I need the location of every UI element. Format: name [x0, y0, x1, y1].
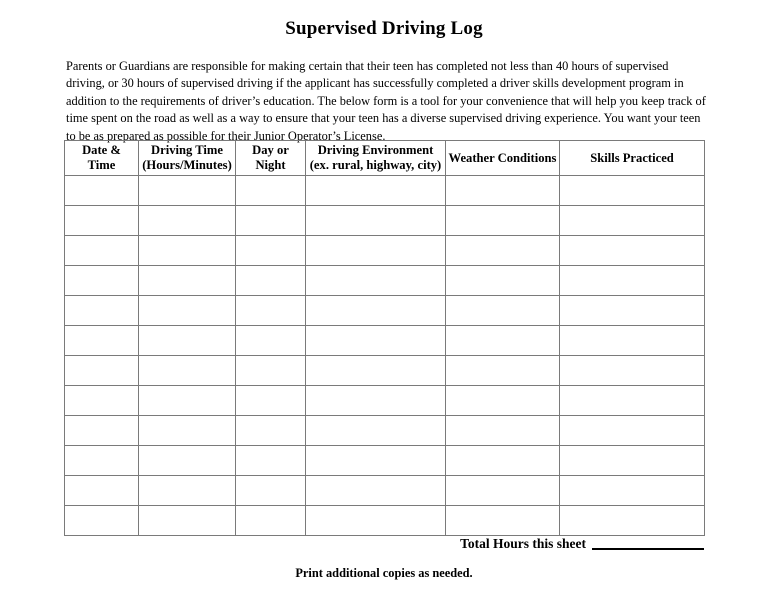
table-row: [65, 476, 705, 506]
column-header-driving-time-line2: (Hours/Minutes): [142, 158, 232, 172]
cell-day-or-night[interactable]: [236, 236, 306, 266]
cell-driving-environment[interactable]: [306, 326, 446, 356]
column-header-driving-time-line1: Driving Time: [151, 143, 223, 157]
table-row: [65, 506, 705, 536]
table-row: [65, 356, 705, 386]
cell-date-time[interactable]: [65, 176, 139, 206]
total-hours-input[interactable]: [592, 537, 704, 550]
column-header-date-time: [65, 141, 139, 176]
cell-driving-environment[interactable]: [306, 476, 446, 506]
table-row: [65, 206, 705, 236]
cell-weather-conditions[interactable]: [446, 416, 560, 446]
cell-driving-environment[interactable]: [306, 416, 446, 446]
cell-skills-practiced[interactable]: [560, 476, 705, 506]
column-header-driving-environment: [306, 141, 446, 176]
cell-driving-time[interactable]: [139, 296, 236, 326]
cell-driving-time[interactable]: [139, 476, 236, 506]
cell-weather-conditions[interactable]: [446, 296, 560, 326]
column-header-day-or-night: [236, 141, 306, 176]
column-header-weather-conditions-line1: Weather Conditions: [448, 150, 557, 165]
cell-date-time[interactable]: [65, 356, 139, 386]
table-row: [65, 386, 705, 416]
cell-date-time[interactable]: [65, 476, 139, 506]
cell-skills-practiced[interactable]: [560, 266, 705, 296]
column-header-driving-environment-line1: Driving Environment: [317, 143, 434, 157]
cell-driving-time[interactable]: [139, 356, 236, 386]
table-header-row: [65, 141, 705, 176]
column-header-date-time-line1: Date &: [82, 143, 121, 157]
cell-date-time[interactable]: [65, 416, 139, 446]
cell-weather-conditions[interactable]: [446, 386, 560, 416]
table-row: [65, 446, 705, 476]
cell-day-or-night[interactable]: [236, 506, 306, 536]
cell-driving-time[interactable]: [139, 266, 236, 296]
cell-driving-environment[interactable]: [306, 206, 446, 236]
cell-date-time[interactable]: [65, 386, 139, 416]
cell-driving-environment[interactable]: [306, 296, 446, 326]
column-header-date-time-line2: Time: [87, 158, 116, 172]
column-header-day-or-night-line2: Night: [255, 158, 286, 172]
cell-skills-practiced[interactable]: [560, 176, 705, 206]
cell-day-or-night[interactable]: [236, 296, 306, 326]
cell-weather-conditions[interactable]: [446, 326, 560, 356]
cell-weather-conditions[interactable]: [446, 206, 560, 236]
cell-driving-environment[interactable]: [306, 176, 446, 206]
cell-day-or-night[interactable]: [236, 206, 306, 236]
cell-skills-practiced[interactable]: [560, 236, 705, 266]
cell-driving-time[interactable]: [139, 206, 236, 236]
cell-driving-time[interactable]: [139, 416, 236, 446]
table-row: [65, 176, 705, 206]
page-title: Supervised Driving Log: [285, 18, 483, 39]
intro-paragraph: Parents or Guardians are responsible for making certain that their teen has completed not less than 40 hours of supervised driving, or 30 hours of supervised driving if the applicant has successfully completed a driver skills development program in addition to the requirements of driver’s education. The below form is a tool for your convenience that will help you keep track of time spent on the road as well as a way to ensure that your teen has a diverse supervised driving experience. You want your teen to be as prepared as possible for their Junior Operator’s License.: [66, 59, 706, 143]
cell-day-or-night[interactable]: [236, 266, 306, 296]
column-header-weather-conditions: [446, 141, 560, 176]
cell-day-or-night[interactable]: [236, 176, 306, 206]
table-body: [65, 176, 705, 536]
cell-weather-conditions[interactable]: [446, 446, 560, 476]
cell-driving-environment[interactable]: [306, 446, 446, 476]
cell-skills-practiced[interactable]: [560, 296, 705, 326]
cell-weather-conditions[interactable]: [446, 356, 560, 386]
cell-skills-practiced[interactable]: [560, 446, 705, 476]
table-row: [65, 296, 705, 326]
cell-skills-practiced[interactable]: [560, 206, 705, 236]
cell-weather-conditions[interactable]: [446, 476, 560, 506]
cell-driving-environment[interactable]: [306, 266, 446, 296]
cell-weather-conditions[interactable]: [446, 236, 560, 266]
cell-skills-practiced[interactable]: [560, 416, 705, 446]
cell-driving-time[interactable]: [139, 176, 236, 206]
cell-driving-time[interactable]: [139, 386, 236, 416]
cell-date-time[interactable]: [65, 236, 139, 266]
table-row: [65, 236, 705, 266]
column-header-skills-practiced-line1: Skills Practiced: [590, 150, 674, 165]
cell-weather-conditions[interactable]: [446, 266, 560, 296]
cell-date-time[interactable]: [65, 446, 139, 476]
cell-driving-time[interactable]: [139, 506, 236, 536]
cell-driving-environment[interactable]: [306, 356, 446, 386]
driving-log-table: [64, 140, 705, 536]
cell-date-time[interactable]: [65, 266, 139, 296]
total-hours-label: Total Hours this sheet: [460, 536, 586, 551]
cell-driving-time[interactable]: [139, 326, 236, 356]
column-header-driving-environment-line2: (ex. rural, highway, city): [309, 158, 442, 172]
table-header: [65, 141, 705, 176]
cell-date-time[interactable]: [65, 296, 139, 326]
cell-driving-time[interactable]: [139, 236, 236, 266]
cell-date-time[interactable]: [65, 326, 139, 356]
cell-day-or-night[interactable]: [236, 326, 306, 356]
column-header-day-or-night-line1: Day or: [252, 143, 289, 157]
cell-weather-conditions[interactable]: [446, 506, 560, 536]
footer-note: Print additional copies as needed.: [295, 566, 473, 580]
total-hours-line: [64, 536, 704, 552]
cell-day-or-night[interactable]: [236, 356, 306, 386]
cell-date-time[interactable]: [65, 206, 139, 236]
cell-skills-practiced[interactable]: [560, 326, 705, 356]
cell-driving-environment[interactable]: [306, 386, 446, 416]
column-header-skills-practiced: [560, 141, 705, 176]
cell-skills-practiced[interactable]: [560, 506, 705, 536]
cell-day-or-night[interactable]: [236, 446, 306, 476]
cell-day-or-night[interactable]: [236, 386, 306, 416]
cell-day-or-night[interactable]: [236, 476, 306, 506]
cell-skills-practiced[interactable]: [560, 356, 705, 386]
cell-driving-time[interactable]: [139, 446, 236, 476]
table-row: [65, 416, 705, 446]
cell-date-time[interactable]: [65, 506, 139, 536]
cell-weather-conditions[interactable]: [446, 176, 560, 206]
cell-skills-practiced[interactable]: [560, 386, 705, 416]
table-row: [65, 326, 705, 356]
cell-driving-environment[interactable]: [306, 236, 446, 266]
column-header-driving-time: [139, 141, 236, 176]
table-row: [65, 266, 705, 296]
cell-driving-environment[interactable]: [306, 506, 446, 536]
cell-day-or-night[interactable]: [236, 416, 306, 446]
